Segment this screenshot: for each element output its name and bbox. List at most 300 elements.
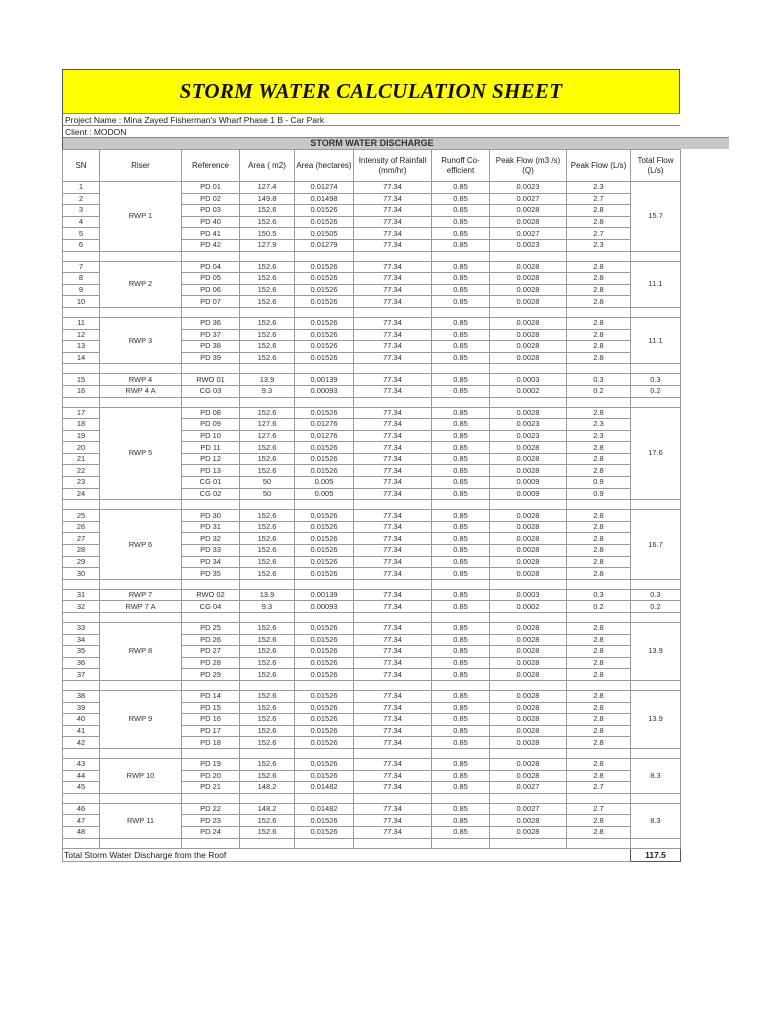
sn-cell: 34 [63,634,100,646]
intensity-cell: 77.34 [354,216,432,228]
total-label: Total Storm Water Discharge from the Roof [63,848,354,861]
peak-flow-ls-cell: 2.8 [567,329,631,341]
area-m2-cell: 152.6 [240,690,295,702]
runoff-cell: 0.85 [432,826,490,838]
sn-cell: 26 [63,521,100,533]
runoff-cell: 0.85 [432,556,490,568]
area-hectares-cell: 0.01526 [295,284,354,296]
peak-flow-m3s-cell: 0.0028 [490,521,567,533]
area-hectares-cell: 0.01526 [295,205,354,217]
area-m2-cell: 13.9 [240,374,295,386]
area-m2-cell: 149.8 [240,193,295,205]
area-hectares-cell: 0.00139 [295,589,354,601]
intensity-cell: 77.34 [354,758,432,770]
spacer-row [63,579,681,589]
area-hectares-cell: 0.01526 [295,533,354,545]
sn-cell: 21 [63,453,100,465]
runoff-cell: 0.85 [432,317,490,329]
area-hectares-cell: 0.01526 [295,737,354,749]
intensity-cell: 77.34 [354,657,432,669]
area-hectares-cell: 0.01526 [295,623,354,635]
intensity-cell: 77.34 [354,430,432,442]
runoff-cell: 0.85 [432,193,490,205]
area-m2-cell: 152.6 [240,352,295,364]
area-m2-cell: 9.3 [240,601,295,613]
area-m2-cell: 152.6 [240,646,295,658]
sn-cell: 29 [63,556,100,568]
intensity-cell: 77.34 [354,273,432,285]
intensity-cell: 77.34 [354,714,432,726]
area-m2-cell: 152.6 [240,634,295,646]
area-hectares-cell: 0.01526 [295,296,354,308]
runoff-cell: 0.85 [432,737,490,749]
area-m2-cell: 152.6 [240,296,295,308]
reference-cell: PD 41 [182,228,240,240]
reference-cell: PD 12 [182,453,240,465]
peak-flow-ls-cell: 2.8 [567,657,631,669]
spacer-row [63,307,681,317]
reference-cell: CG 04 [182,601,240,613]
area-hectares-cell: 0.01526 [295,216,354,228]
peak-flow-ls-cell: 0.2 [567,385,631,397]
table-row [63,510,681,522]
spacer-row [63,613,681,623]
reference-cell: PD 33 [182,545,240,557]
peak-flow-ls-cell: 0.9 [567,488,631,500]
reference-cell: PD 15 [182,702,240,714]
table-row [63,690,681,702]
reference-cell: PD 02 [182,193,240,205]
sn-cell: 37 [63,669,100,681]
peak-flow-m3s-cell: 0.0028 [490,623,567,635]
runoff-cell: 0.85 [432,261,490,273]
area-hectares-cell: 0.01526 [295,568,354,580]
intensity-cell: 77.34 [354,568,432,580]
runoff-cell: 0.85 [432,205,490,217]
peak-flow-m3s-cell: 0.0028 [490,510,567,522]
area-hectares-cell: 0.01526 [295,634,354,646]
peak-flow-ls-cell: 2.7 [567,228,631,240]
area-hectares-cell: 0.005 [295,477,354,489]
intensity-cell: 77.34 [354,782,432,794]
runoff-cell: 0.85 [432,374,490,386]
area-hectares-cell: 0.01276 [295,419,354,431]
table-header-row [63,150,681,182]
area-hectares-cell: 0.01526 [295,815,354,827]
runoff-cell: 0.85 [432,329,490,341]
header-peak-flow-m3s: Peak Flow (m3 /s) (Q) [490,150,567,182]
peak-flow-ls-cell: 2.8 [567,758,631,770]
reference-cell: PD 36 [182,317,240,329]
header-peak-flow-ls: Peak Flow (L/s) [567,150,631,182]
peak-flow-m3s-cell: 0.0028 [490,216,567,228]
spacer-row [63,251,681,261]
runoff-cell: 0.85 [432,273,490,285]
reference-cell: PD 04 [182,261,240,273]
sn-cell: 46 [63,803,100,815]
runoff-cell: 0.85 [432,430,490,442]
runoff-cell: 0.85 [432,770,490,782]
total-flow-cell: 0.3 [631,589,681,601]
area-m2-cell: 152.6 [240,826,295,838]
peak-flow-ls-cell: 2.8 [567,623,631,635]
intensity-cell: 77.34 [354,205,432,217]
reference-cell: PD 20 [182,770,240,782]
area-hectares-cell: 0.01526 [295,465,354,477]
spacer-row [63,680,681,690]
sn-cell: 27 [63,533,100,545]
runoff-cell: 0.85 [432,725,490,737]
header-riser: Riser [100,150,182,182]
area-hectares-cell: 0.01526 [295,510,354,522]
runoff-cell: 0.85 [432,545,490,557]
reference-cell: PD 26 [182,634,240,646]
area-hectares-cell: 0.00139 [295,374,354,386]
peak-flow-m3s-cell: 0.0023 [490,239,567,251]
peak-flow-m3s-cell: 0.0027 [490,782,567,794]
area-m2-cell: 152.6 [240,533,295,545]
table-row [63,623,681,635]
area-m2-cell: 152.6 [240,273,295,285]
sn-cell: 6 [63,239,100,251]
sn-cell: 18 [63,419,100,431]
peak-flow-m3s-cell: 0.0009 [490,477,567,489]
area-m2-cell: 152.6 [240,669,295,681]
area-hectares-cell: 0.01526 [295,317,354,329]
table-row [63,589,681,601]
reference-cell: PD 32 [182,533,240,545]
area-m2-cell: 152.6 [240,317,295,329]
peak-flow-m3s-cell: 0.0028 [490,273,567,285]
sn-cell: 39 [63,702,100,714]
reference-cell: PD 01 [182,182,240,194]
sn-cell: 22 [63,465,100,477]
table-row [63,182,681,194]
riser-cell: RWP 1 [100,182,182,252]
peak-flow-ls-cell: 2.8 [567,737,631,749]
intensity-cell: 77.34 [354,521,432,533]
peak-flow-ls-cell: 0.9 [567,477,631,489]
peak-flow-ls-cell: 2.7 [567,782,631,794]
intensity-cell: 77.34 [354,182,432,194]
reference-cell: PD 23 [182,815,240,827]
area-m2-cell: 9.3 [240,385,295,397]
intensity-cell: 77.34 [354,589,432,601]
area-hectares-cell: 0.01526 [295,407,354,419]
peak-flow-m3s-cell: 0.0028 [490,465,567,477]
peak-flow-ls-cell: 2.8 [567,714,631,726]
area-m2-cell: 152.6 [240,702,295,714]
section-header [62,137,729,149]
intensity-cell: 77.34 [354,556,432,568]
peak-flow-ls-cell: 2.8 [567,352,631,364]
reference-cell: PD 09 [182,419,240,431]
intensity-cell: 77.34 [354,284,432,296]
area-hectares-cell: 0.01526 [295,521,354,533]
area-hectares-cell: 0.01526 [295,714,354,726]
reference-cell: PD 19 [182,758,240,770]
area-m2-cell: 148.2 [240,782,295,794]
runoff-cell: 0.85 [432,782,490,794]
reference-cell: PD 14 [182,690,240,702]
sn-cell: 31 [63,589,100,601]
area-hectares-cell: 0.01526 [295,261,354,273]
runoff-cell: 0.85 [432,657,490,669]
intensity-cell: 77.34 [354,601,432,613]
intensity-cell: 77.34 [354,296,432,308]
reference-cell: PD 42 [182,239,240,251]
peak-flow-m3s-cell: 0.0028 [490,714,567,726]
peak-flow-ls-cell: 2.8 [567,205,631,217]
peak-flow-m3s-cell: 0.0027 [490,803,567,815]
area-hectares-cell: 0.01526 [295,702,354,714]
area-hectares-cell: 0.01505 [295,228,354,240]
sn-cell: 15 [63,374,100,386]
header-area-hectares: Area (hectares) [295,150,354,182]
table-row [63,261,681,273]
area-hectares-cell: 0.01526 [295,758,354,770]
area-hectares-cell: 0.01279 [295,239,354,251]
runoff-cell: 0.85 [432,216,490,228]
area-hectares-cell: 0.01526 [295,826,354,838]
calculation-sheet [62,69,680,862]
riser-cell: RWP 7 A [100,601,182,613]
runoff-cell: 0.85 [432,296,490,308]
area-hectares-cell: 0.01526 [295,646,354,658]
intensity-cell: 77.34 [354,646,432,658]
peak-flow-m3s-cell: 0.0028 [490,669,567,681]
area-m2-cell: 127.6 [240,419,295,431]
runoff-cell: 0.85 [432,239,490,251]
reference-cell: PD 10 [182,430,240,442]
peak-flow-m3s-cell: 0.0023 [490,182,567,194]
intensity-cell: 77.34 [354,329,432,341]
intensity-cell: 77.34 [354,239,432,251]
intensity-cell: 77.34 [354,702,432,714]
sn-cell: 25 [63,510,100,522]
runoff-cell: 0.85 [432,669,490,681]
runoff-cell: 0.85 [432,646,490,658]
area-m2-cell: 152.6 [240,815,295,827]
sn-cell: 17 [63,407,100,419]
intensity-cell: 77.34 [354,477,432,489]
area-hectares-cell: 0.01526 [295,341,354,353]
peak-flow-ls-cell: 2.8 [567,442,631,454]
area-m2-cell: 152.6 [240,341,295,353]
peak-flow-m3s-cell: 0.0028 [490,284,567,296]
area-m2-cell: 152.6 [240,216,295,228]
table-row [63,803,681,815]
total-flow-cell: 13.9 [631,690,681,748]
runoff-cell: 0.85 [432,815,490,827]
runoff-cell: 0.85 [432,341,490,353]
area-m2-cell: 152.6 [240,770,295,782]
sn-cell: 48 [63,826,100,838]
peak-flow-m3s-cell: 0.0028 [490,702,567,714]
sn-cell: 19 [63,430,100,442]
total-flow-cell: 0.2 [631,385,681,397]
table-row [63,758,681,770]
area-hectares-cell: 0.01526 [295,453,354,465]
area-hectares-cell: 0.01526 [295,770,354,782]
area-m2-cell: 152.6 [240,521,295,533]
peak-flow-ls-cell: 2.8 [567,284,631,296]
area-m2-cell: 152.6 [240,407,295,419]
reference-cell: PD 29 [182,669,240,681]
peak-flow-m3s-cell: 0.0028 [490,737,567,749]
area-m2-cell: 127.4 [240,182,295,194]
peak-flow-ls-cell: 0.3 [567,374,631,386]
runoff-cell: 0.85 [432,352,490,364]
area-hectares-cell: 0.01526 [295,273,354,285]
peak-flow-m3s-cell: 0.0028 [490,296,567,308]
peak-flow-ls-cell: 2.8 [567,261,631,273]
peak-flow-ls-cell: 2.3 [567,430,631,442]
sn-cell: 35 [63,646,100,658]
riser-cell: RWP 2 [100,261,182,307]
peak-flow-ls-cell: 2.8 [567,634,631,646]
sn-cell: 41 [63,725,100,737]
total-flow-cell: 11.1 [631,317,681,363]
area-m2-cell: 152.6 [240,261,295,273]
peak-flow-ls-cell: 2.8 [567,826,631,838]
intensity-cell: 77.34 [354,815,432,827]
peak-flow-ls-cell: 2.8 [567,770,631,782]
reference-cell: CG 01 [182,477,240,489]
table-row [63,374,681,386]
intensity-cell: 77.34 [354,228,432,240]
area-hectares-cell: 0.01498 [295,193,354,205]
peak-flow-m3s-cell: 0.0009 [490,488,567,500]
reference-cell: PD 08 [182,407,240,419]
peak-flow-m3s-cell: 0.0023 [490,430,567,442]
intensity-cell: 77.34 [354,634,432,646]
sn-cell: 45 [63,782,100,794]
sn-cell: 24 [63,488,100,500]
reference-cell: PD 18 [182,737,240,749]
sn-cell: 30 [63,568,100,580]
area-hectares-cell: 0.01526 [295,329,354,341]
peak-flow-m3s-cell: 0.0028 [490,317,567,329]
area-m2-cell: 152.6 [240,545,295,557]
peak-flow-ls-cell: 2.8 [567,533,631,545]
header-sn: SN [63,150,100,182]
peak-flow-ls-cell: 2.8 [567,646,631,658]
reference-cell: CG 03 [182,385,240,397]
spacer-row [63,793,681,803]
peak-flow-m3s-cell: 0.0028 [490,770,567,782]
runoff-cell: 0.85 [432,623,490,635]
project-name: Project Name : Mina Zayed Fisherman's Wharf Phase 1 B - Car Park [62,113,680,125]
peak-flow-m3s-cell: 0.0028 [490,533,567,545]
reference-cell: PD 35 [182,568,240,580]
reference-cell: PD 38 [182,341,240,353]
peak-flow-ls-cell: 2.8 [567,510,631,522]
peak-flow-ls-cell: 2.8 [567,669,631,681]
intensity-cell: 77.34 [354,690,432,702]
intensity-cell: 77.34 [354,453,432,465]
total-flow-cell: 8.3 [631,803,681,838]
reference-cell: PD 22 [182,803,240,815]
area-hectares-cell: 0.01274 [295,182,354,194]
sn-cell: 4 [63,216,100,228]
reference-cell: RWO 01 [182,374,240,386]
intensity-cell: 77.34 [354,374,432,386]
peak-flow-ls-cell: 2.8 [567,465,631,477]
peak-flow-ls-cell: 2.7 [567,193,631,205]
area-m2-cell: 127.9 [240,239,295,251]
intensity-cell: 77.34 [354,669,432,681]
sn-cell: 38 [63,690,100,702]
runoff-cell: 0.85 [432,690,490,702]
peak-flow-ls-cell: 2.8 [567,545,631,557]
reference-cell: PD 13 [182,465,240,477]
area-m2-cell: 50 [240,488,295,500]
peak-flow-ls-cell: 2.8 [567,690,631,702]
area-m2-cell: 152.6 [240,442,295,454]
intensity-cell: 77.34 [354,623,432,635]
runoff-cell: 0.85 [432,510,490,522]
peak-flow-m3s-cell: 0.0028 [490,725,567,737]
riser-cell: RWP 5 [100,407,182,500]
spacer-row [63,364,681,374]
reference-cell: PD 31 [182,521,240,533]
header-intensity: Intensity of Rainfall (mm/hr) [354,150,432,182]
runoff-cell: 0.85 [432,442,490,454]
intensity-cell: 77.34 [354,385,432,397]
reference-cell: PD 11 [182,442,240,454]
total-flow-cell: 0.2 [631,601,681,613]
area-m2-cell: 13.9 [240,589,295,601]
peak-flow-ls-cell: 0.2 [567,601,631,613]
riser-cell: RWP 6 [100,510,182,580]
sn-cell: 1 [63,182,100,194]
peak-flow-m3s-cell: 0.0002 [490,385,567,397]
peak-flow-m3s-cell: 0.0028 [490,568,567,580]
sheet-title: STORM WATER CALCULATION SHEET [179,79,563,103]
runoff-cell: 0.85 [432,488,490,500]
peak-flow-m3s-cell: 0.0028 [490,329,567,341]
sn-cell: 33 [63,623,100,635]
area-hectares-cell: 0.01276 [295,430,354,442]
area-m2-cell: 150.5 [240,228,295,240]
area-hectares-cell: 0.01526 [295,545,354,557]
total-flow-cell: 16.7 [631,510,681,580]
reference-cell: PD 17 [182,725,240,737]
peak-flow-ls-cell: 2.8 [567,453,631,465]
reference-cell: PD 03 [182,205,240,217]
intensity-cell: 77.34 [354,545,432,557]
area-m2-cell: 152.6 [240,510,295,522]
riser-cell: RWP 4 A [100,385,182,397]
runoff-cell: 0.85 [432,453,490,465]
riser-cell: RWP 4 [100,374,182,386]
area-m2-cell: 152.6 [240,205,295,217]
runoff-cell: 0.85 [432,385,490,397]
total-flow-cell: 17.6 [631,407,681,500]
reference-cell: PD 25 [182,623,240,635]
peak-flow-m3s-cell: 0.0028 [490,815,567,827]
intensity-cell: 77.34 [354,725,432,737]
area-hectares-cell: 0.00093 [295,385,354,397]
sn-cell: 36 [63,657,100,669]
header-reference: Reference [182,150,240,182]
peak-flow-m3s-cell: 0.0003 [490,589,567,601]
runoff-cell: 0.85 [432,407,490,419]
peak-flow-ls-cell: 2.8 [567,568,631,580]
reference-cell: PD 34 [182,556,240,568]
peak-flow-m3s-cell: 0.0003 [490,374,567,386]
